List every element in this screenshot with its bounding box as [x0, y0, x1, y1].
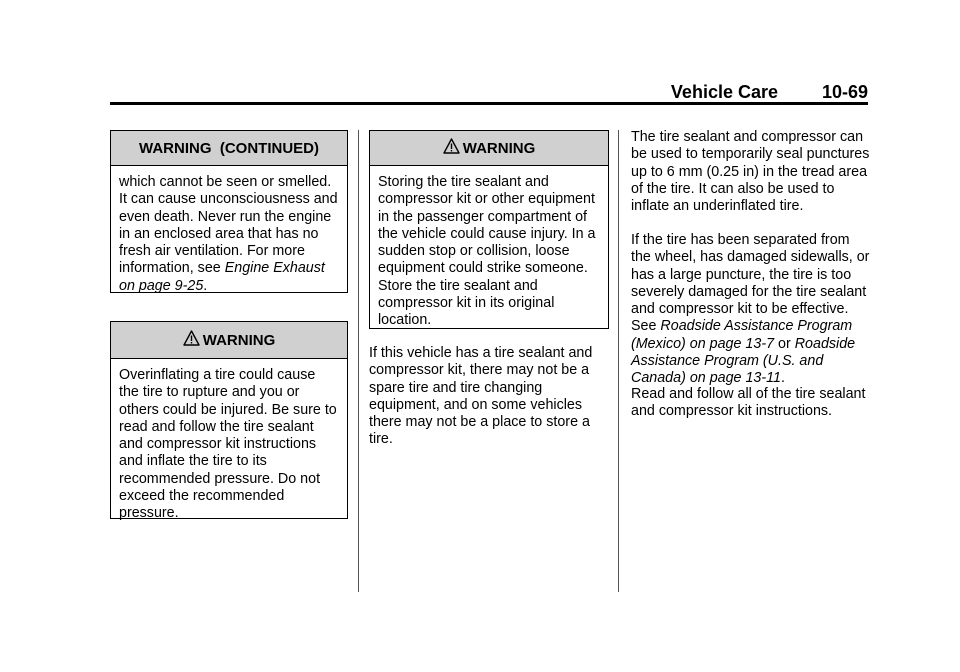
section-title: Vehicle Care — [670, 82, 778, 102]
warning-box-body — [111, 166, 347, 303]
body-paragraph: If this vehicle has a tire sealant and compressor kit, there may not be a spare tire and tire changing equipment, and on some vehicles there may not be a place to store a tire. — [369, 345, 593, 448]
page-number: 10-69 — [821, 82, 868, 102]
paragraph-text: . — [780, 370, 785, 387]
warning-icon — [183, 330, 200, 350]
paragraph-text: If the tire has been separated from the wheel, has damaged sidewalls, or has a large puncture, the tire is too severely damaged for the tire sealant and compressor kit to be effective. See — [631, 232, 870, 335]
warning-box-overinflation — [110, 321, 348, 522]
warning-text: Storing the tire sealant and compressor kit or other equipment in the passenger compartment of the vehicle could cause injury. In a sudden stop or collision, loose equipment could strike someone. Store the tire sealant and compressor kit in its original location. — [378, 174, 596, 329]
warning-box-title — [111, 131, 347, 166]
warning-box-body — [370, 166, 608, 338]
warning-title-text: WARNING (CONTINUED) — [139, 139, 319, 157]
body-paragraph: The tire sealant and compressor can be used to temporarily seal punctures up to 6 mm (0.25 in) in the tread area of the tire. It can also be used to inflate an underinflated tire. — [631, 129, 870, 215]
body-paragraph — [631, 232, 871, 388]
warning-text: which cannot be seen or smelled. It can cause unconsciousness and even death. Never run the engine in an enclosed area that has no fresh air ventilation. For more information, see — [119, 174, 338, 277]
warning-box-title — [111, 322, 347, 359]
header-rule — [110, 102, 868, 105]
warning-box-continued — [110, 130, 348, 293]
cross-reference-link[interactable]: Roadside Assistance Program (U.S. and Canada) on page 13-11 — [631, 335, 856, 387]
warning-box-body — [111, 359, 347, 531]
warning-text: Overinflating a tire could cause the tire to rupture and you or others could be injured. Be sure to read and follow the tire sealant and compressor kit instructions and inflate the tire to its recommended pressure. Do not exceed the recommended pressure. — [119, 367, 337, 522]
column-divider — [358, 130, 359, 592]
warning-title-text: WARNING — [202, 331, 276, 349]
column-divider — [618, 130, 619, 592]
warning-box-storage — [369, 130, 609, 329]
body-paragraph: Read and follow all of the tire sealant and compressor kit instructions. — [631, 386, 866, 420]
cross-reference-link[interactable]: Roadside Assistance Program (Mexico) on page 13-7 — [631, 318, 853, 352]
cross-reference-link[interactable]: Engine Exhaust on page 9-25 — [119, 260, 325, 294]
warning-title-text: WARNING — [462, 139, 536, 157]
warning-text-end: . — [203, 277, 208, 294]
paragraph-text: or — [774, 335, 795, 352]
warning-box-title — [370, 131, 608, 166]
page-header — [110, 82, 868, 104]
warning-icon — [443, 138, 460, 158]
